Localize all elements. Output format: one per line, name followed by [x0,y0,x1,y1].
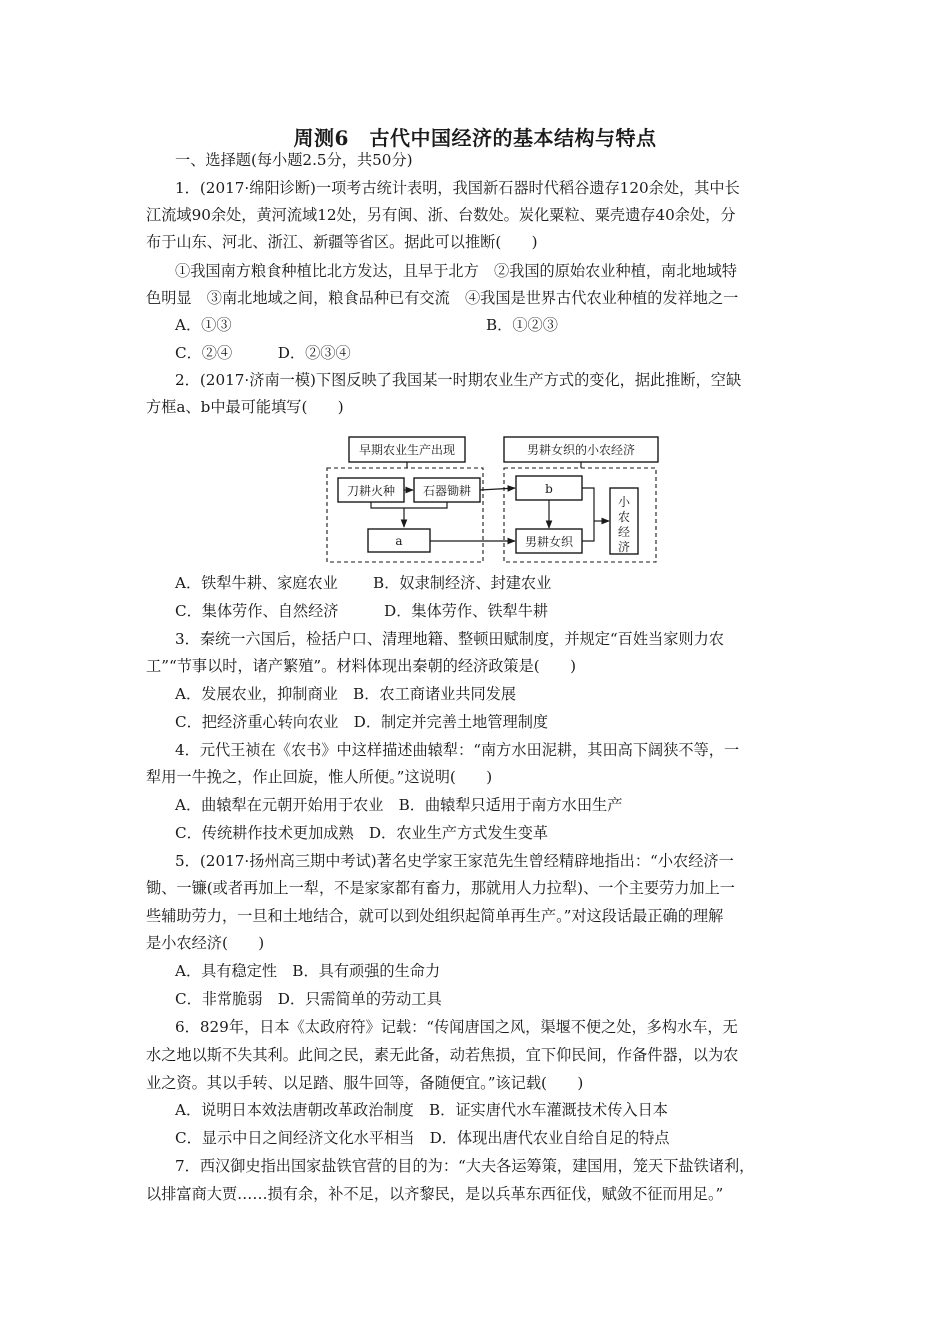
q6-line-2: 水之地以斯不失其利。此间之民，素无此备，动若焦损，宜下仰民间，作备件器，以为农 [146,1046,739,1064]
q2-options-ab: A．铁犁牛耕、家庭农业 B．奴隶制经济、封建农业 [175,574,552,592]
q3-options-cd: C．把经济重心转向农业 D．制定并完善土地管理制度 [175,713,549,731]
q5-line-1: 5．(2017·扬州高三期中考试)著名史学家王家范先生曾经精辟地指出：“小农经济一 [175,852,734,870]
q5-line-2: 锄、一镰(或者再加上一犁，不是家家都有畜力，那就用人力拉犁)、一个主要劳力加上一 [146,879,735,897]
q2-options-cd: C．集体劳作、自然经济 D．集体劳作、铁犁牛耕 [175,602,549,620]
right-header-label: 男耕女织的小农经济 [526,443,636,457]
q1-line-5: 色明显 ③南北地域之间，粮食品种已有交流 ④我国是世界古代农业种植的发祥地之一 [146,289,739,307]
q4-line-1: 4．元代王祯在《农书》中这样描述曲辕犁：“南方水田泥耕，其田高下阔狭不等，一 [175,741,740,759]
q5-options-ab: A．具有稳定性 B．具有顽强的生命力 [175,962,441,980]
q6-options-ab: A．说明日本效法唐朝改革政治制度 B．证实唐代水车灌溉技术传入日本 [175,1101,668,1119]
q1-line-2: 江流域90余处，黄河流域12处，另有闽、浙、台数处。炭化粟粒、粟壳遗存40余处，分 [146,206,736,224]
small-peasant-char-2: 农 [617,510,631,524]
q6-line-1: 6．829年，日本《太政府符》记载：“传闻唐国之风，渠堰不便之处，多构水车，无 [175,1018,738,1036]
q6-options-cd: C．显示中日之间经济文化水平相当 D．体现出唐代农业自给自足的特点 [175,1129,670,1147]
small-peasant-char-4: 济 [617,540,631,554]
q3-line-1: 3．秦统一六国后，检括户口、清理地籍、整顿田赋制度，并规定“百姓当家则力农 [175,630,724,648]
slash-burn-label: 刀耕火种 [346,484,396,498]
q4-line-2: 犁用一牛挽之，作止回旋，惟人所便。”这说明( ) [146,768,493,786]
q7-line-1: 7．西汉御史指出国家盐铁官营的目的为：“大夫各运筹策，建国用，笼天下盐铁诸利， [175,1157,755,1175]
q4-options-ab: A．曲辕犁在元朝开始用于农业 B．曲辕犁只适用于南方水田生产 [175,796,623,814]
q1-line-3: 布于山东、河北、浙江、新疆等省区。据此可以推断( ) [146,233,538,251]
q7-line-2: 以排富商大贾……损有余，补不足，以齐黎民，是以兵革东西征伐，赋敛不征而用足。” [146,1185,724,1203]
q6-line-3: 业之资。其以手转、以足踏、服牛回等，备随便宜。”该记载( ) [146,1074,584,1092]
q5-line-3: 些辅助劳力，一旦和土地结合，就可以到处组织起简单再生产。”对这段话最正确的理解 [146,907,724,925]
left-header-label: 早期农业生产出现 [358,443,456,457]
q1-line-1: 1．(2017·绵阳诊断)一项考古统计表明，我国新石器时代稻谷遗存120余处，其中长 [175,179,740,197]
agriculture-flow-diagram [324,432,660,566]
q2-line-1: 2．(2017·济南一模)下图反映了我国某一时期农业生产方式的变化，据此推断，空缺 [175,371,742,389]
box-b-label: b [545,482,553,496]
q1-option-a: A．①③ [175,316,232,334]
q3-options-ab: A．发展农业，抑制商业 B．农工商诸业共同发展 [175,685,517,703]
q4-options-cd: C．传统耕作技术更加成熟 D．农业生产方式发生变革 [175,824,549,842]
small-peasant-char-1: 小 [617,495,631,509]
stone-hoe-label: 石器锄耕 [422,484,472,498]
page-title: 周测6 古代中国经济的基本结构与特点 [293,126,657,150]
q3-line-2: 工”“节事以时，诸产繁殖”。材料体现出秦朝的经济政策是( ) [146,657,577,675]
q1-options-cd: C．②④ D．②③④ [175,344,351,362]
section-heading: 一、选择题(每小题2.5分，共50分) [175,151,413,169]
q1-line-4: ①我国南方粮食种植比北方发达，且早于北方 ②我国的原始农业种植，南北地域特 [175,262,737,280]
box-a-label: a [395,534,403,548]
q2-line-2: 方框a、b中最可能填写( ) [146,398,344,416]
farm-weave-label: 男耕女织 [524,535,574,549]
small-peasant-char-3: 经 [617,525,631,539]
q5-line-4: 是小农经济( ) [146,934,265,952]
q5-options-cd: C．非常脆弱 D．只需简单的劳动工具 [175,990,442,1008]
q1-option-b: B．①②③ [486,316,558,334]
